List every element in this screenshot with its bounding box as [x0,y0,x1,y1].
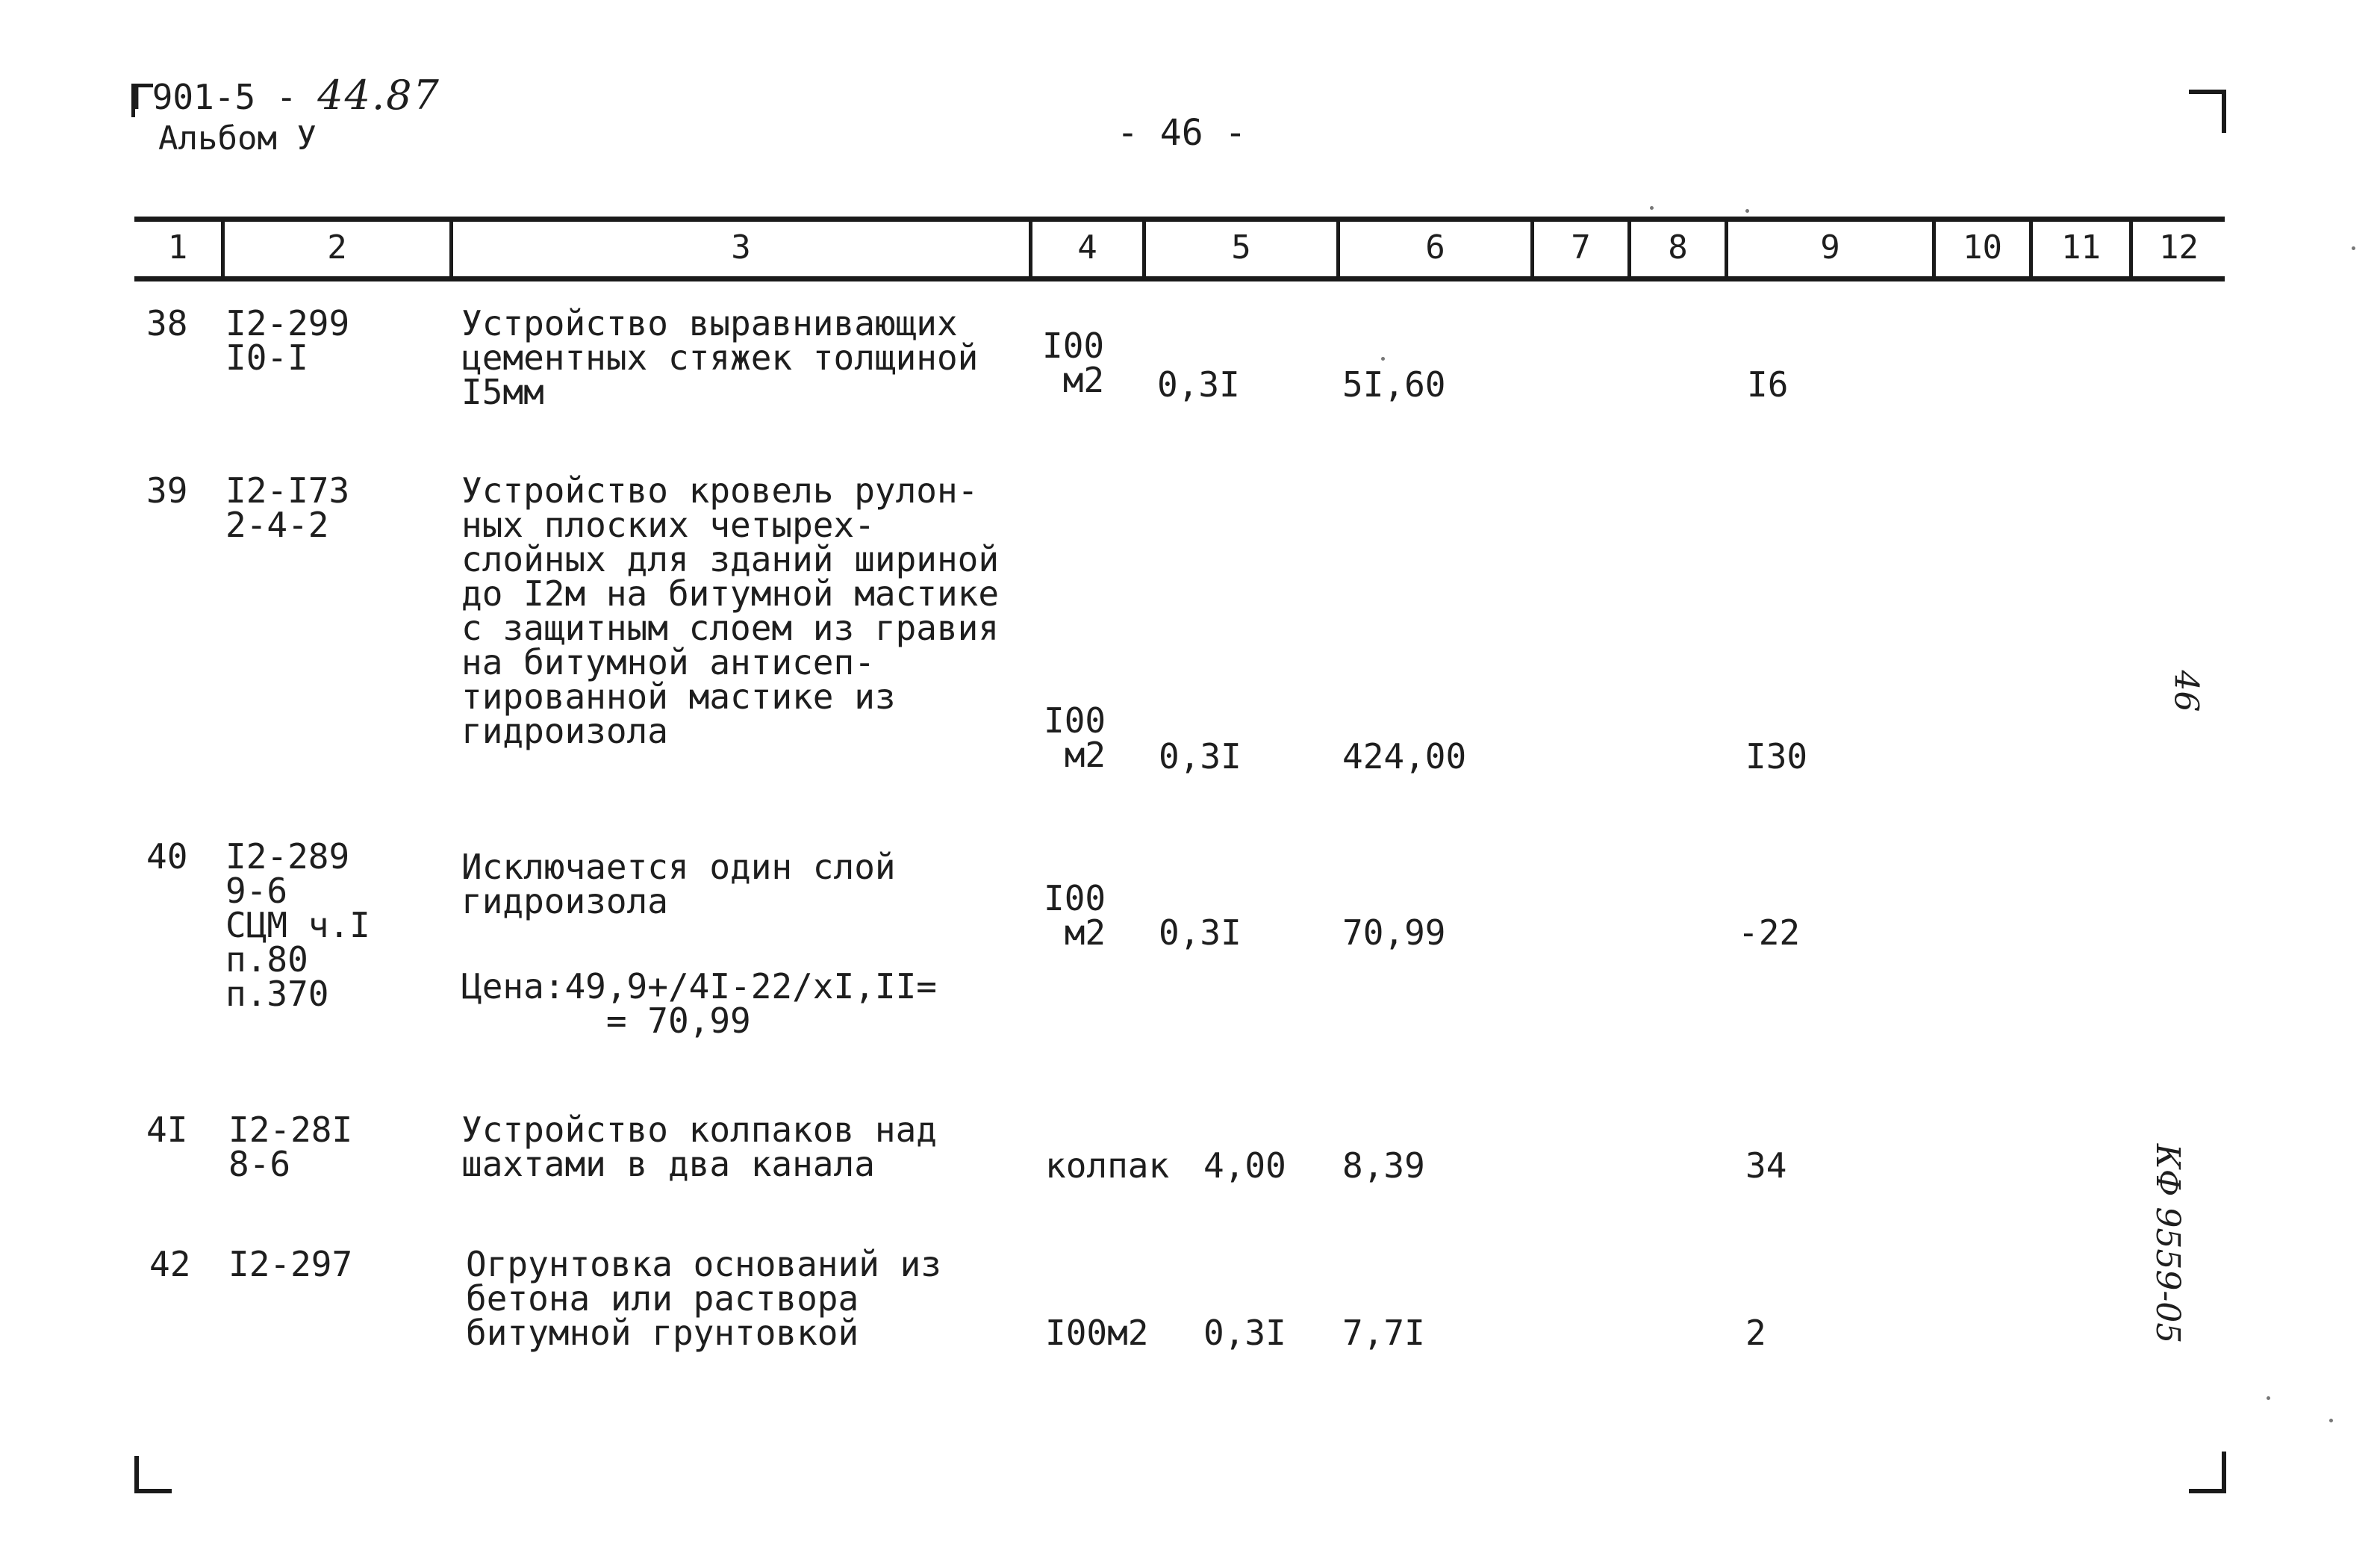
row-number: 40 [146,836,188,877]
unit-price: 424,00 [1342,736,1467,777]
page-number: - 46 - [1117,112,1247,154]
column-header-1: 1 [167,228,188,267]
album-label: Альбом У [158,119,317,158]
column-header-2: 2 [327,228,347,267]
rate-code: I2-289 9-6 СЦМ ч.I п.80 п.370 [225,836,370,1014]
scan-speck [2352,246,2355,250]
scan-speck [1745,209,1749,213]
scan-speck [2329,1419,2333,1422]
row-number: 38 [146,303,188,343]
column-header-11: 11 [2061,228,2101,267]
column-9-value: -22 [1738,912,1801,953]
quantity: 0,3I [1203,1313,1286,1353]
work-description: Устройство выравнивающих цементных стяжек толщиной I5мм [461,303,979,412]
corner-mark-top-left [131,84,153,117]
unit: колпак [1045,1145,1170,1186]
column-header-4: 4 [1077,228,1097,267]
work-description: Исключается один слой гидроизола [461,847,896,921]
row-number: 39 [146,470,188,511]
work-description: Огрунтовка оснований из бетона или раствора битумной грунтовкой [466,1244,941,1353]
column-header-9: 9 [1820,228,1840,267]
column-header-7: 7 [1571,228,1591,267]
rate-code: I2-28I 8-6 [228,1110,353,1184]
page-mark-handwritten: 46 [2166,670,2205,712]
unit-price: 5I,60 [1342,364,1446,405]
column-header-12: 12 [2159,228,2199,267]
scan-speck [2267,1396,2270,1400]
quantity: 0,3I [1159,736,1242,777]
column-header-10: 10 [1963,228,2002,267]
price-formula: Цена:49,9+/4I-22/xI,II= = 70,99 [461,966,937,1041]
unit-price: 70,99 [1342,912,1446,953]
quantity: 0,3I [1159,912,1242,953]
rate-code: I2-297 [228,1244,353,1284]
column-9-value: I30 [1745,736,1808,777]
corner-mark-bottom-left [134,1456,172,1493]
column-header-3: 3 [731,228,751,267]
column-9-value: 34 [1745,1145,1787,1186]
unit-price: 7,7I [1342,1313,1425,1353]
scan-speck [1381,357,1385,361]
unit: I00 м2 [1044,700,1106,775]
corner-mark-top-right [2189,90,2226,133]
unit: I00м2 [1045,1313,1149,1353]
work-description: Устройство колпаков над шахтами в два канала [461,1110,937,1184]
row-number: 4I [146,1110,188,1150]
column-header-6: 6 [1425,228,1445,267]
column-9-value: I6 [1747,364,1789,405]
unit-price: 8,39 [1342,1145,1425,1186]
column-header-8: 8 [1668,228,1688,267]
archive-number-stamp: КФ 9559-05 [2149,1143,2187,1344]
document-code-typed: Г901-5 - [131,77,318,117]
corner-mark-bottom-right [2189,1452,2226,1493]
quantity: 0,3I [1157,364,1240,405]
row-number: 42 [149,1244,191,1284]
table-top-rule [134,217,2225,222]
table-header-bottom-rule [134,276,2225,281]
document-code-handwritten: 44.87 [317,72,440,119]
unit: I00 м2 [1042,326,1105,400]
rate-code: I2-299 I0-I [225,303,350,378]
scan-speck [1650,206,1654,210]
unit: I00 м2 [1044,878,1106,953]
rate-code: I2-I73 2-4-2 [225,470,350,545]
column-header-5: 5 [1231,228,1251,267]
column-9-value: 2 [1745,1313,1766,1353]
quantity: 4,00 [1203,1145,1286,1186]
work-description: Устройство кровель рулон- ных плоских четырех- слойных для зданий шириной до I2м на битумной мастике с защитным слоем из гравия на битумной антисеп- тированной мастике из гидроизола [461,470,1000,751]
document-code [131,72,440,119]
